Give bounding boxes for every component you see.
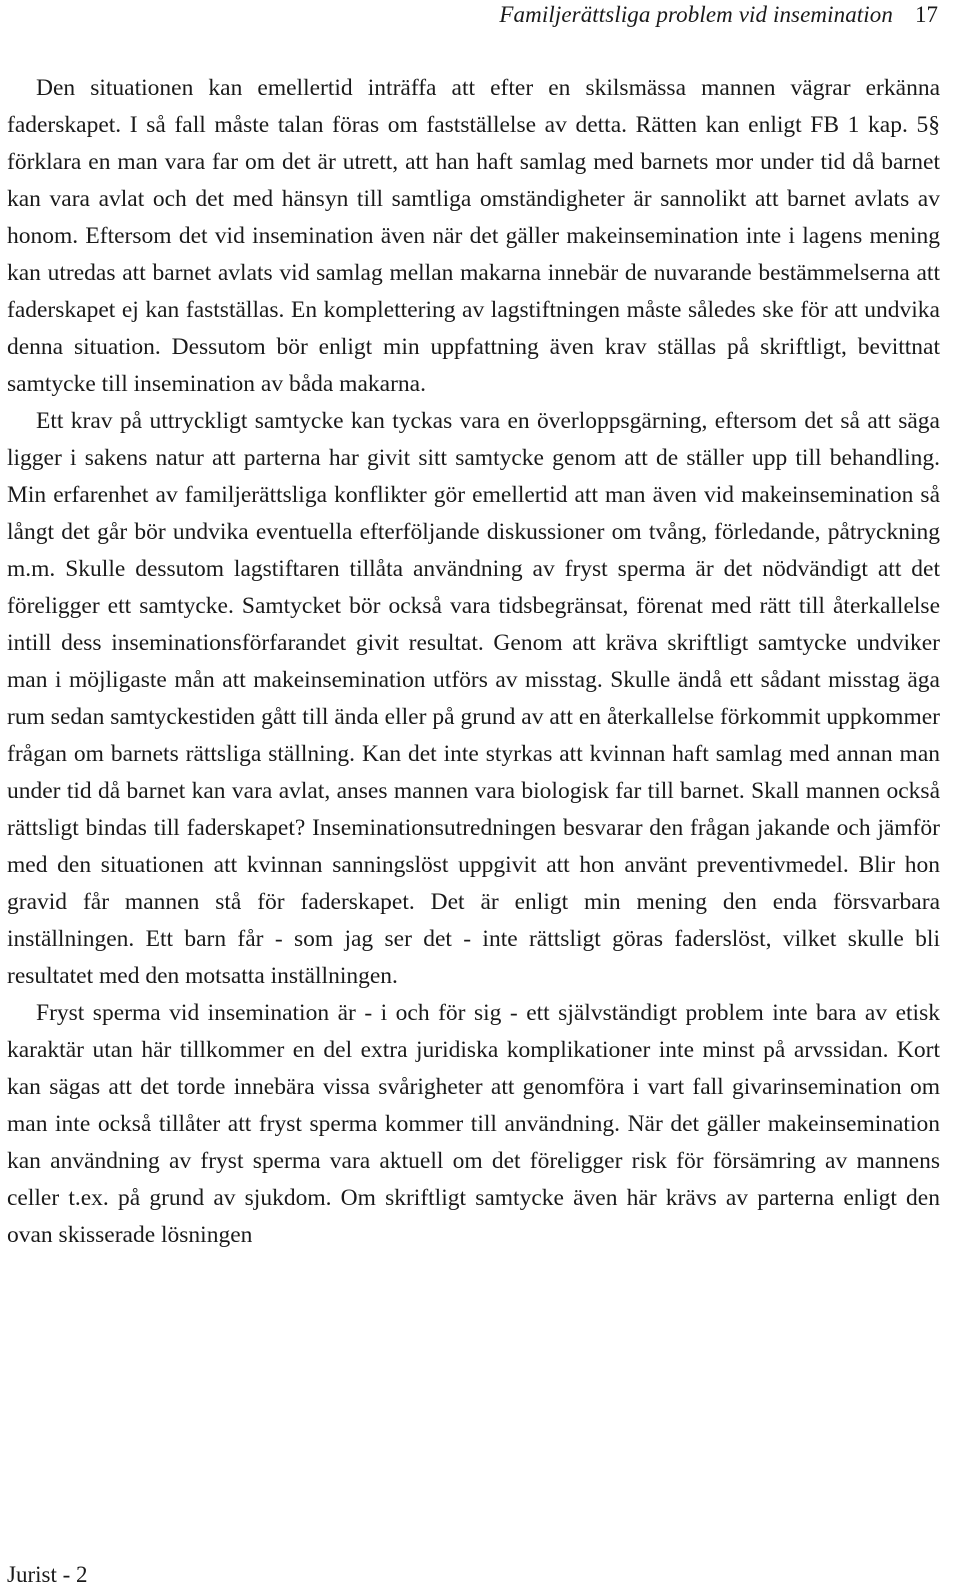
footer-signature: Jurist - 2 [7, 1562, 88, 1587]
running-header [499, 0, 938, 30]
page-number: 17 [915, 2, 938, 27]
body-text [7, 70, 940, 1254]
paragraph-3: Fryst sperma vid insemination är - i och för sig - ett självständigt problem inte bara av etisk karaktär utan här tillkommer en del extra juridiska komplikationer inte minst på arvssidan. Kort kan sägas att det torde innebära vissa svårigheter att genomföra i vart fall givarinsemination om man inte också tillåter att fryst sperma kommer till användning. När det gäller makeinsemination kan användning av fryst sperma vara aktuell om det föreligger risk för försämring av mannens celler t.ex. på grund av sjukdom. Om skriftligt samtycke även här krävs av parterna enligt den ovan skisserade lösningen [7, 1000, 940, 1248]
running-title: Familjerättsliga problem vid insemination [499, 2, 893, 27]
paragraph-1: Den situationen kan emellertid inträffa att efter en skilsmässa mannen vägrar erkänna faderskapet. I så fall måste talan föras om fastställelse av detta. Rätten kan enligt FB 1 kap. 5§ förklara en man vara far om det är utrett, att han haft samlag med barnets mor under tid då barnet kan vara avlat och det med hänsyn till samtliga omständigheter är sannolikt att barnet avlats av honom. Eftersom det vid insemination även när det gäller makeinsemination inte i lagens mening kan utredas att barnet avlats vid samlag mellan makarna innebär de nuvarande bestämmelserna att faderskapet ej kan fastställas. En komplettering av lagstiftningen måste således ske för att undvika denna situation. Dessutom bör enligt min uppfattning även krav ställas på skriftligt, bevittnat samtycke till insemination av båda makarna. [7, 75, 940, 397]
paragraph-2: Ett krav på uttryckligt samtycke kan tyckas vara en överloppsgärning, eftersom det så att säga ligger i sakens natur att parterna har givit sitt samtycke genom att de ställer upp till behandling. Min erfarenhet av familjerättsliga konflikter gör emellertid att man även vid makeinsemination så långt det går bör undvika eventuella efterföljande diskussioner om tvång, förledande, påtryckning m.m. Skulle dessutom lagstiftaren tillåta användning av fryst sperma är det nödvändigt att det föreligger ett samtycke. Samtycket bör också vara tidsbegränsat, förenat med rätt till återkallelse intill dess inseminationsförfarandet givit resultat. Genom att kräva skriftligt samtycke undviker man i möjligaste mån att makeinsemination utförs av misstag. Skulle ändå ett sådant misstag äga rum sedan samtyckestiden gått till ända eller på grund av att en återkallelse förkommit uppkommer frågan om barnets rättsliga ställning. Kan det inte styrkas att kvinnan haft samlag med annan man under tid då barnet kan vara avlat, anses mannen vara biologisk far till barnet. Skall mannen också rättsligt bindas till faderskapet? Inseminationsutredningen besvarar den frågan jakande och jämför med den situationen att kvinnan sanningslöst uppgivit att hon använt preventivmedel. Blir hon gravid får mannen stå för faderskapet. Det är enligt min mening den enda försvarbara inställningen. Ett barn får - som jag ser det - inte rättsligt göras faderslöst, vilket skulle bli resultatet med den motsatta inställningen. [7, 408, 940, 989]
